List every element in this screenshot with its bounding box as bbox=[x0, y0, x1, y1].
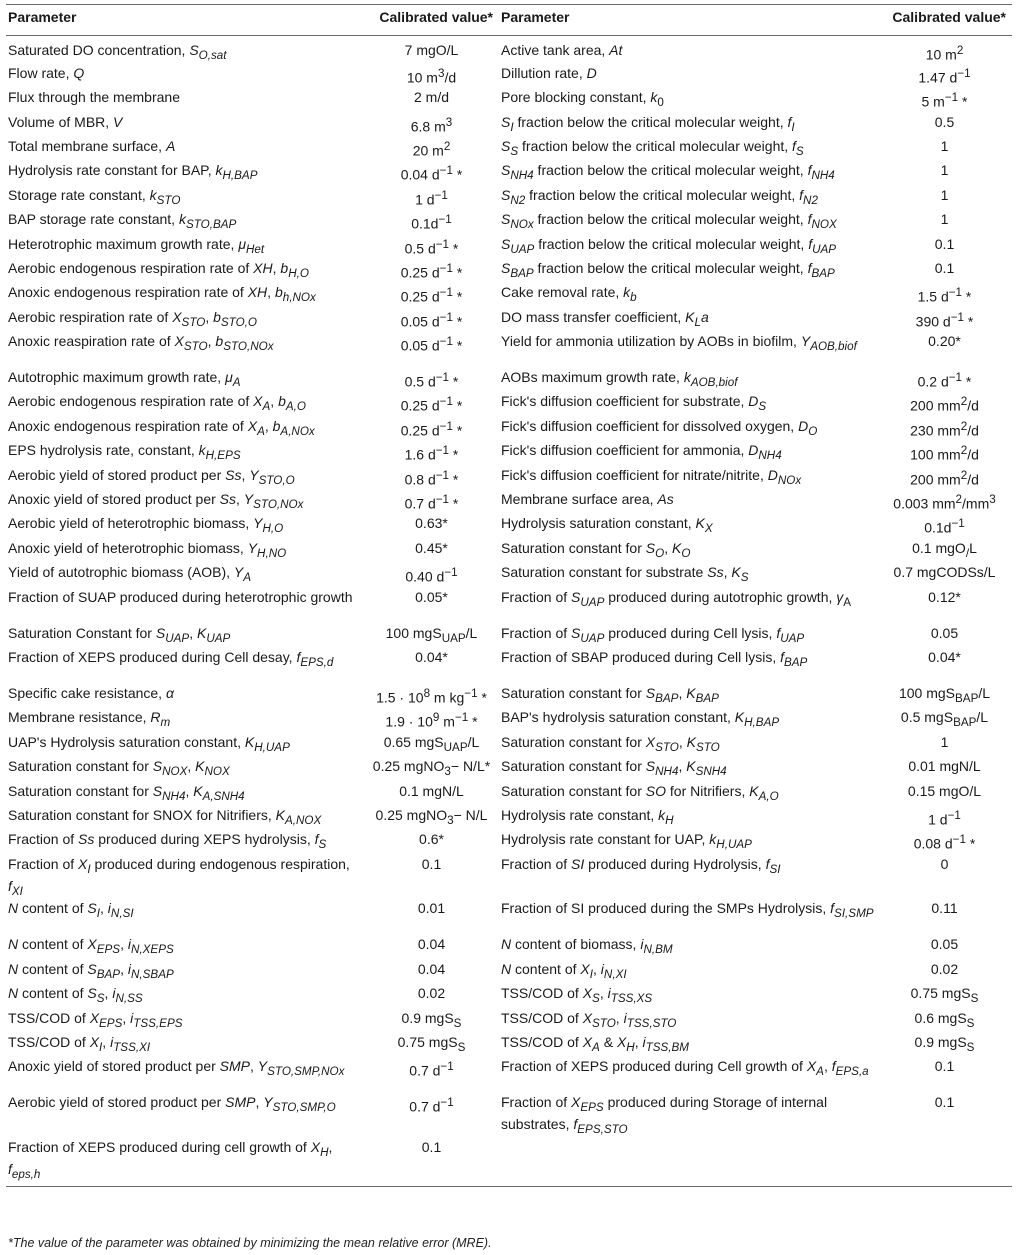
calibrated-value-left: 0.9 mgS$_S$ bbox=[401, 1009, 462, 1030]
calibrated-value-left: 1 $d^{-1}$ bbox=[415, 188, 448, 208]
calibrated-value-right: 1 $d^{-1}$ bbox=[928, 808, 961, 828]
table-row bbox=[6, 648, 1012, 684]
parameter-name-left: Aerobic yield of stored product per Ss, $Y_{STO,O}$ bbox=[8, 466, 295, 487]
parameter-name-right: $S_I$ fraction below the critical molecular weight, $f_I$ bbox=[501, 113, 795, 134]
parameter-name-left: Anoxic reaspiration rate of $X_{STO}$, $b_{STO,NOx}$ bbox=[8, 333, 274, 353]
parameter-name-left: Fraction of SUAP produced during heterotrophic growth bbox=[8, 588, 353, 605]
parameter-name-right: Fick's diffusion coefficient for dissolved oxygen, $D_O$ bbox=[501, 417, 818, 438]
parameter-name-right: Fraction of $S_{UAP}$ produced during Cell lysis, $f_{UAP}$ bbox=[501, 624, 805, 645]
parameter-name-right: Membrane surface area, As bbox=[501, 491, 674, 508]
parameter-name-right: DO mass transfer coefficient, $K_La$ bbox=[501, 308, 709, 329]
table-row bbox=[6, 514, 1012, 538]
calibrated-value-left: 0.7 $d^{-1}$ * bbox=[404, 493, 459, 512]
calibrated-value-right: 0.08 $d^{-1}$ * bbox=[913, 833, 976, 852]
table-row bbox=[6, 186, 1012, 210]
parameter-name-right: TSS/COD of $X_A$ & $X_H$, $i_{TSS,BM}$ bbox=[501, 1033, 690, 1054]
header-parameter-right: Parameter bbox=[499, 5, 877, 36]
calibrated-value-right: 0.11 bbox=[931, 900, 958, 917]
calibrated-value-left: 0.05 $d^{-1}$ * bbox=[400, 335, 463, 354]
calibrated-value-right: 0.20* bbox=[928, 333, 961, 350]
calibrated-value-right: 0.7 mgCODSs/L bbox=[893, 564, 996, 581]
calibrated-value-right: 0.2 $d^{-1}$ * bbox=[917, 371, 972, 390]
calibrated-value-left: 0.1 bbox=[421, 855, 442, 872]
parameter-name-left: Membrane resistance, $R_m$ bbox=[8, 709, 171, 730]
calibrated-value-right: 0.1 mgO$_/$L bbox=[912, 539, 977, 560]
calibrated-value-left: $1.5 \cdot 10^8$ m $kg^{-1}$ * bbox=[376, 687, 487, 706]
parameter-name-left: Aerobic yield of stored product per SMP, $Y_{STO,SMP,O}$ bbox=[8, 1094, 336, 1115]
calibrated-value-right: 0.01 mgN/L bbox=[908, 758, 981, 775]
calibrated-value-right: 1 bbox=[940, 733, 949, 750]
calibrated-value-right: 1.47 $d^{-1}$ bbox=[918, 66, 971, 86]
table-row bbox=[6, 466, 1012, 490]
calibrated-value-left: 0.1 mgN/L bbox=[399, 782, 464, 799]
calibrated-value-right: 1 bbox=[940, 186, 949, 203]
parameter-name-left: Fraction of Ss produced during XEPS hydrolysis, $f_S$ bbox=[8, 831, 327, 852]
parameter-name-left: Anoxic yield of stored product per Ss, $Y_{STO,NOx}$ bbox=[8, 491, 304, 511]
calibrated-value-left: 100 mgS$_{UAP}$/L bbox=[385, 624, 478, 645]
parameter-name-right: Fraction of $S_{UAP}$ produced during autotrophic growth, $\gamma_A$ bbox=[501, 588, 852, 609]
parameter-name-left: N content of $S_I$, $i_{N,SI}$ bbox=[8, 900, 134, 921]
calibrated-value-right: 0.15 mgO/L bbox=[907, 782, 982, 799]
table-header bbox=[6, 5, 1012, 36]
calibrated-value-left: 0.5 $d^{-1}$ * bbox=[404, 237, 459, 257]
parameter-name-left: Anoxic endogenous respiration rate of $X_A$, $b_{A,NOx}$ bbox=[8, 417, 315, 438]
parameter-name-right: AOBs maximum growth rate, $k_{AOB,biof}$ bbox=[501, 369, 738, 389]
table-row bbox=[6, 899, 1012, 935]
parameter-name-right: $S_{NOx}$ fraction below the critical molecular weight, $f_{NOX}$ bbox=[501, 211, 837, 231]
parameter-table bbox=[6, 4, 1012, 1187]
calibrated-value-left: 0.25 mgNO$_3$− N/L* bbox=[372, 758, 491, 778]
calibrated-value-left: 0.45* bbox=[415, 539, 448, 556]
parameter-name-left: Anoxic yield of stored product per SMP, $Y_{STO,SMP,NOx}$ bbox=[8, 1058, 345, 1079]
calibrated-value-left: 0.04* bbox=[415, 649, 448, 665]
parameter-name-right: $S_S$ fraction below the critical molecular weight, $f_S$ bbox=[501, 137, 804, 158]
table-row bbox=[6, 757, 1012, 781]
calibrated-value-right: 0.6 mgS$_S$ bbox=[914, 1009, 975, 1030]
header-value-left: Calibrated value* bbox=[364, 5, 499, 36]
calibrated-value-right: 0.1 bbox=[934, 235, 955, 252]
table-row bbox=[6, 392, 1012, 416]
parameter-name-left: Specific cake resistance, α bbox=[8, 685, 174, 701]
calibrated-value-right: $0.1d^{-1}$ bbox=[924, 517, 965, 537]
table-row bbox=[6, 935, 1012, 959]
calibrated-value-left: 10 $m^3/d$ bbox=[406, 66, 457, 86]
parameter-name-left: Fraction of XEPS produced during cell growth of $X_H$, $f_{eps,h}$ bbox=[6, 1138, 364, 1187]
calibrated-value-left: 0.65 mgS$_{UAP}$/L bbox=[383, 733, 480, 754]
table-row bbox=[6, 161, 1012, 185]
parameter-name-right: Saturation constant for SO for Nitrifiers, $K_{A,O}$ bbox=[501, 782, 779, 803]
table-row bbox=[6, 684, 1012, 708]
calibrated-value-left: 0.7 $d^{-1}$ bbox=[409, 1096, 454, 1115]
calibrated-value-left: 0.75 mgS$_S$ bbox=[397, 1033, 466, 1054]
calibrated-value-left: 0.6* bbox=[419, 831, 444, 848]
calibrated-value-right: 100 $mm^2/d$ bbox=[910, 444, 979, 463]
table-row bbox=[6, 588, 1012, 624]
calibrated-value-right: 10 $m^2$ bbox=[925, 44, 964, 63]
parameter-name-left: N content of $S_{BAP}$, $i_{N,SBAP}$ bbox=[8, 960, 174, 981]
parameter-name-left: Flow rate, Q bbox=[8, 64, 85, 81]
table-row bbox=[6, 210, 1012, 234]
parameter-name-right: Saturation constant for substrate Ss, $K_S$ bbox=[501, 564, 749, 585]
parameter-name-right: Hydrolysis rate constant, $k_H$ bbox=[501, 806, 674, 827]
calibrated-value-left: $0.1d^{-1}$ bbox=[411, 213, 452, 232]
table-row bbox=[6, 88, 1012, 112]
table-row bbox=[6, 1033, 1012, 1057]
calibrated-value-right: 200 $mm^2/d$ bbox=[910, 468, 979, 488]
parameter-name-left: EPS hydrolysis rate, constant, $k_{H,EPS}$ bbox=[8, 442, 241, 463]
parameter-name-right: Cake removal rate, $k_b$ bbox=[501, 284, 637, 305]
calibrated-value-right: 230 $mm^2/d$ bbox=[910, 419, 979, 439]
calibrated-value-left: 0.01 bbox=[417, 900, 446, 917]
table-row bbox=[6, 624, 1012, 648]
parameter-name-right: TSS/COD of $X_{STO}$, $i_{TSS,STO}$ bbox=[501, 1009, 677, 1030]
table-row bbox=[6, 1093, 1012, 1138]
calibrated-value-right: 1 bbox=[940, 162, 949, 179]
calibrated-value-right: 1.5 $d^{-1}$ * bbox=[917, 286, 972, 305]
parameter-name-left: Storage rate constant, $k_{STO}$ bbox=[8, 186, 181, 207]
parameter-name-right: Fraction of SI produced during the SMPs Hydrolysis, $f_{SI,SMP}$ bbox=[501, 900, 874, 921]
table-row bbox=[6, 1009, 1012, 1033]
table-row bbox=[6, 490, 1012, 514]
calibrated-value-left: 0.1 bbox=[364, 1138, 499, 1187]
calibrated-value-left: 6.8 $m^3$ bbox=[410, 115, 453, 135]
calibrated-value-left: 0.05* bbox=[415, 588, 448, 605]
parameter-name-right: $S_{N2}$ fraction below the critical molecular weight, $f_{N2}$ bbox=[501, 186, 818, 207]
parameter-name-left: TSS/COD of $X_{EPS}$, $i_{TSS,EPS}$ bbox=[8, 1009, 183, 1030]
parameter-name-left: Hydrolysis rate constant for BAP, $k_{H,BAP}$ bbox=[8, 162, 258, 183]
calibrated-value-right: 0.003 $mm^2/mm^3$ bbox=[893, 493, 996, 512]
parameter-name-right: BAP's hydrolysis saturation constant, $K_{H,BAP}$ bbox=[501, 709, 780, 730]
parameter-name-left: Fraction of $X_I$ produced during endogenous respiration, $f_{XI}$ bbox=[8, 855, 350, 898]
calibrated-value-left: 0.40 $d^{-1}$ bbox=[405, 566, 458, 585]
calibrated-value-right: 0.12* bbox=[928, 588, 961, 605]
table-row bbox=[6, 235, 1012, 259]
parameter-name-left: Volume of MBR, V bbox=[8, 113, 123, 130]
parameter-name-right: Fraction of $X_{EPS}$ produced during Storage of internal substrates, $f_{EPS,STO}$ bbox=[501, 1094, 828, 1136]
table-row bbox=[6, 113, 1012, 137]
table-row bbox=[6, 984, 1012, 1008]
table-row bbox=[6, 563, 1012, 587]
parameter-name-right: Hydrolysis rate constant for UAP, $k_{H,UAP}$ bbox=[501, 831, 752, 852]
calibrated-value-left: 20 $m^2$ bbox=[412, 139, 451, 159]
calibrated-value-left: 0.04 bbox=[417, 936, 446, 953]
parameter-name-left: TSS/COD of $X_I$, $i_{TSS,XI}$ bbox=[8, 1033, 151, 1054]
calibrated-value-right: 0.5 mgS$_{BAP}$/L bbox=[900, 709, 989, 730]
parameter-name-right: Active tank area, At bbox=[501, 42, 623, 58]
parameter-name-left: Saturation constant for $S_{NOX}$, $K_{NOX}$ bbox=[8, 758, 230, 778]
table-row bbox=[6, 441, 1012, 465]
calibrated-value-left: $1.9 \cdot 10^9$ $m^{-1}$ * bbox=[385, 711, 478, 731]
parameter-name-left: Saturation constant for SNOX for Nitrifiers, $K_{A,NOX}$ bbox=[8, 806, 322, 827]
parameter-name-left: Heterotrophic maximum growth rate, $\mu_{Het}$ bbox=[8, 235, 265, 256]
parameter-name-left: Anoxic yield of heterotrophic biomass, $Y_{H,NO}$ bbox=[8, 539, 287, 560]
calibrated-value-right: 0.05 bbox=[930, 624, 959, 641]
table-row bbox=[6, 36, 1012, 64]
parameter-name-right: Fraction of XEPS produced during Cell growth of $X_A$, $f_{EPS,a}$ bbox=[501, 1058, 869, 1079]
parameter-name-right: TSS/COD of $X_S$, $i_{TSS,XS}$ bbox=[501, 985, 653, 1005]
parameter-name-right: $S_{NH4}$ fraction below the critical molecular weight, $f_{NH4}$ bbox=[501, 162, 835, 183]
table-row bbox=[6, 708, 1012, 732]
calibrated-value-left: 0.05 $d^{-1}$ * bbox=[400, 310, 463, 330]
parameter-name-right: N content of $X_I$, $i_{N,XI}$ bbox=[501, 960, 627, 981]
calibrated-value-right: 0.05 bbox=[930, 936, 959, 953]
parameter-name-left: Total membrane surface, A bbox=[8, 137, 176, 154]
parameter-name-left: BAP storage rate constant, $k_{STO,BAP}$ bbox=[8, 211, 237, 231]
parameter-name-right: Hydrolysis saturation constant, $K_X$ bbox=[501, 515, 713, 536]
calibrated-value-left: 2 m/d bbox=[413, 89, 449, 106]
table-body bbox=[6, 36, 1012, 1187]
table-row bbox=[6, 137, 1012, 161]
parameter-name-left: Aerobic endogenous respiration rate of $X_A$, $b_{A,O}$ bbox=[8, 393, 306, 414]
parameter-name-left: Saturated DO concentration, $S_{O,sat}$ bbox=[8, 42, 227, 62]
parameter-name-right: Dillution rate, D bbox=[501, 64, 597, 81]
calibrated-value-left: 0.25 $d^{-1}$ * bbox=[400, 261, 463, 281]
parameter-name-left: N content of $S_S$, $i_{N,SS}$ bbox=[8, 985, 143, 1005]
parameter-name-right: Fraction of SBAP produced during Cell lysis, $f_{BAP}$ bbox=[501, 649, 808, 669]
table-row bbox=[6, 332, 1012, 368]
calibrated-value-right: 0.9 mgS$_S$ bbox=[914, 1033, 975, 1054]
header-row bbox=[6, 5, 1012, 36]
parameter-name-right bbox=[499, 1138, 877, 1187]
calibrated-value-right: 1 bbox=[940, 137, 949, 154]
calibrated-value-right: 0.5 bbox=[934, 113, 955, 130]
parameter-name-right: $S_{BAP}$ fraction below the critical molecular weight, $f_{BAP}$ bbox=[501, 259, 835, 280]
table-row bbox=[6, 960, 1012, 984]
parameter-name-left: Autotrophic maximum growth rate, $\mu_A$ bbox=[8, 369, 241, 389]
calibrated-value-right: 0.04* bbox=[928, 649, 961, 665]
calibrated-value-right: 100 mgS$_{BAP}$/L bbox=[898, 685, 991, 705]
calibrated-value-left: 0.02 bbox=[417, 985, 446, 1002]
parameter-name-left: N content of $X_{EPS}$, $i_{N,XEPS}$ bbox=[8, 936, 174, 957]
calibrated-value-left: 0.25 $d^{-1}$ * bbox=[400, 395, 463, 415]
calibrated-value-left: 0.04 $d^{-1}$ * bbox=[400, 164, 463, 184]
parameter-name-right: Saturation constant for $S_O$, $K_O$ bbox=[501, 539, 691, 560]
table-row bbox=[6, 733, 1012, 757]
calibrated-value-right: 0.1 bbox=[934, 1058, 955, 1075]
calibrated-value-left: 7 mgO/L bbox=[404, 42, 459, 58]
parameter-name-left: UAP's Hydrolysis saturation constant, $K_{H,UAP}$ bbox=[8, 733, 290, 754]
header-value-right: Calibrated value* bbox=[877, 5, 1012, 36]
parameter-name-right: Fick's diffusion coefficient for substrate, $D_S$ bbox=[501, 393, 767, 414]
parameter-name-right: Fick's diffusion coefficient for nitrate/nitrite, $D_{NOx}$ bbox=[501, 466, 802, 487]
calibrated-value-right: 1 bbox=[940, 211, 949, 228]
calibrated-value-left: 0.04 bbox=[417, 960, 446, 977]
calibrated-value-left: 0.8 $d^{-1}$ * bbox=[404, 468, 459, 488]
parameter-name-left: Flux through the membrane bbox=[8, 89, 180, 106]
calibrated-value-left: 0.25 mgNO$_3$− N/L bbox=[375, 806, 488, 827]
calibrated-value-left: 1.6 $d^{-1}$ * bbox=[404, 444, 459, 463]
calibrated-value-right: 0 bbox=[940, 855, 949, 872]
calibrated-value-right: 390 $d^{-1}$ * bbox=[915, 310, 974, 330]
parameter-name-right: $S_{UAP}$ fraction below the critical molecular weight, $f_{UAP}$ bbox=[501, 235, 837, 256]
parameter-name-left: Aerobic respiration rate of $X_{STO}$, $b_{STO,O}$ bbox=[8, 308, 257, 329]
calibrated-value-left: 0.25 $d^{-1}$ * bbox=[400, 419, 463, 439]
footnote: *The value of the parameter was obtained by minimizing the mean relative error (MRE). bbox=[8, 1236, 492, 1250]
table-row bbox=[6, 64, 1012, 88]
header-parameter-left: Parameter bbox=[6, 5, 364, 36]
calibrated-value-right: 0.02 bbox=[930, 960, 959, 977]
parameter-name-left: Saturation constant for $S_{NH4}$, $K_{A,SNH4}$ bbox=[8, 782, 245, 803]
parameter-name-right: Pore blocking constant, $k_0$ bbox=[501, 89, 664, 109]
parameter-name-left: Saturation Constant for $S_{UAP}$, $K_{UAP}$ bbox=[8, 624, 231, 645]
table-row bbox=[6, 782, 1012, 806]
table-row bbox=[6, 1138, 1012, 1187]
parameter-name-left: Anoxic endogenous respiration rate of XH, $b_{h,NOx}$ bbox=[8, 284, 316, 305]
table-row bbox=[6, 830, 1012, 854]
parameter-name-left: Yield of autotrophic biomass (AOB), $Y_A$ bbox=[8, 564, 252, 585]
parameter-name-right: N content of biomass, $i_{N,BM}$ bbox=[501, 936, 673, 957]
calibrated-value-left: 0.63* bbox=[415, 515, 448, 532]
table-row bbox=[6, 1057, 1012, 1093]
calibrated-value-left: 0.25 $d^{-1}$ * bbox=[400, 286, 463, 305]
calibrated-value-right: 0.1 bbox=[934, 259, 955, 276]
calibrated-value-right: 200 $mm^2/d$ bbox=[910, 395, 979, 415]
parameter-name-right: Saturation constant for $S_{NH4}$, $K_{SNH4}$ bbox=[501, 758, 727, 778]
table-row bbox=[6, 308, 1012, 332]
calibrated-value-right: 0.75 mgS$_S$ bbox=[910, 985, 979, 1005]
calibrated-value-left: 0.5 $d^{-1}$ * bbox=[404, 371, 459, 390]
table-row bbox=[6, 417, 1012, 441]
table-row bbox=[6, 283, 1012, 307]
calibrated-value-right: 0.1 bbox=[934, 1094, 955, 1111]
parameter-name-left: Fraction of XEPS produced during Cell desay, $f_{EPS,d}$ bbox=[8, 649, 334, 669]
parameter-name-right: Fick's diffusion coefficient for ammonia, $D_{NH4}$ bbox=[501, 442, 782, 463]
calibrated-value-right bbox=[877, 1138, 1012, 1187]
table-row bbox=[6, 368, 1012, 392]
parameter-name-right: Saturation constant for $X_{STO}$, $K_{STO}$ bbox=[501, 733, 720, 754]
parameter-name-right: Fraction of SI produced during Hydrolysis, $f_{SI}$ bbox=[501, 855, 781, 876]
parameter-name-right: Yield for ammonia utilization by AOBs in biofilm, $Y_{AOB,biof}$ bbox=[501, 333, 857, 353]
parameter-name-left: Aerobic yield of heterotrophic biomass, $Y_{H,O}$ bbox=[8, 515, 284, 536]
table-row bbox=[6, 539, 1012, 563]
table-row bbox=[6, 259, 1012, 283]
calibrated-value-left: 0.7 $d^{-1}$ bbox=[409, 1060, 454, 1079]
parameter-name-left: Aerobic endogenous respiration rate of XH, $b_{H,O}$ bbox=[8, 259, 309, 280]
calibrated-value-right: 5 $m^{-1}$ * bbox=[921, 91, 968, 110]
parameter-name-right: Saturation constant for $S_{BAP}$, $K_{BAP}$ bbox=[501, 685, 719, 705]
table-row bbox=[6, 806, 1012, 830]
table-row bbox=[6, 855, 1012, 900]
